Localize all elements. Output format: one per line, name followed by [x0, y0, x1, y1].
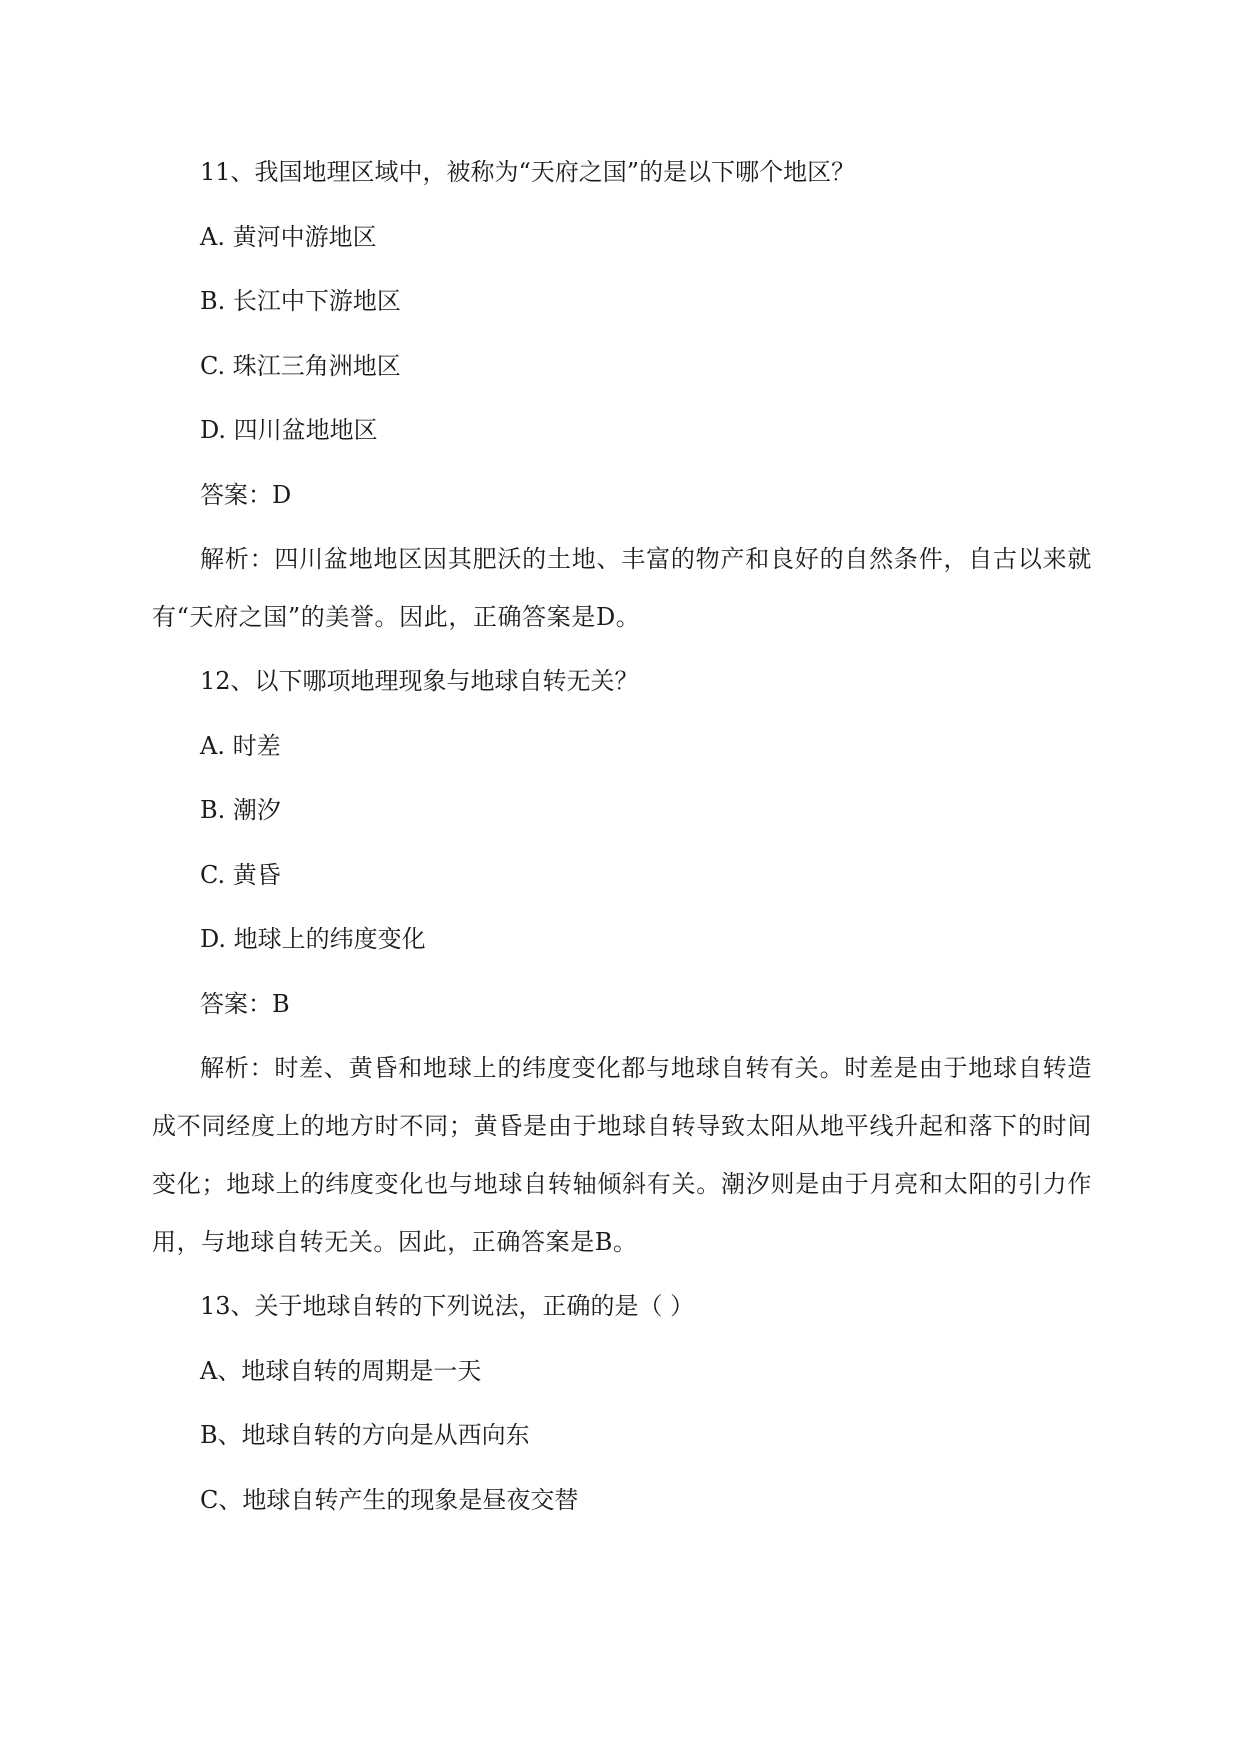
option-a: A、地球自转的周期是一天	[200, 1356, 482, 1385]
option-a: A. 黄河中游地区	[200, 222, 377, 251]
option-b: B、地球自转的方向是从西向东	[200, 1421, 530, 1449]
answer-text: 答案：B	[200, 989, 290, 1018]
option-b: B. 长江中下游地区	[200, 287, 401, 315]
question-block	[152, 1274, 1092, 1532]
analysis-text: 解析：四川盆地地区因其肥沃的土地、丰富的物产和良好的自然条件，自古以来就有“天府之国”的美誉。因此，正确答案是D。	[152, 545, 1092, 631]
question-text: 11、我国地理区域中，被称为“天府之国”的是以下哪个地区？	[200, 158, 856, 186]
option-d: D. 地球上的纬度变化	[200, 925, 426, 953]
option-d: D. 四川盆地地区	[200, 416, 378, 444]
option-b: B. 潮汐	[200, 796, 281, 824]
question-block	[152, 649, 1092, 1271]
document-content	[152, 140, 1092, 1532]
analysis-text: 解析：时差、黄昏和地球上的纬度变化都与地球自转有关。时差是由于地球自转造成不同经度上的地方时不同；黄昏是由于地球自转导致太阳从地平线升起和落下的时间变化；地球上的纬度变化也与地球自转轴倾斜有关。潮汐则是由于月亮和太阳的引力作用，与地球自转无关。因此，正确答案是B。	[152, 1054, 1092, 1256]
option-c: C、地球自转产生的现象是昼夜交替	[200, 1485, 579, 1514]
question-block	[152, 140, 1092, 646]
option-c: C. 黄昏	[200, 860, 281, 889]
answer-text: 答案：D	[200, 480, 292, 509]
question-text: 13、关于地球自转的下列说法，正确的是（ ）	[200, 1292, 695, 1320]
option-c: C. 珠江三角洲地区	[200, 351, 401, 380]
question-text: 12、以下哪项地理现象与地球自转无关？	[200, 667, 639, 695]
option-a: A. 时差	[200, 731, 281, 760]
